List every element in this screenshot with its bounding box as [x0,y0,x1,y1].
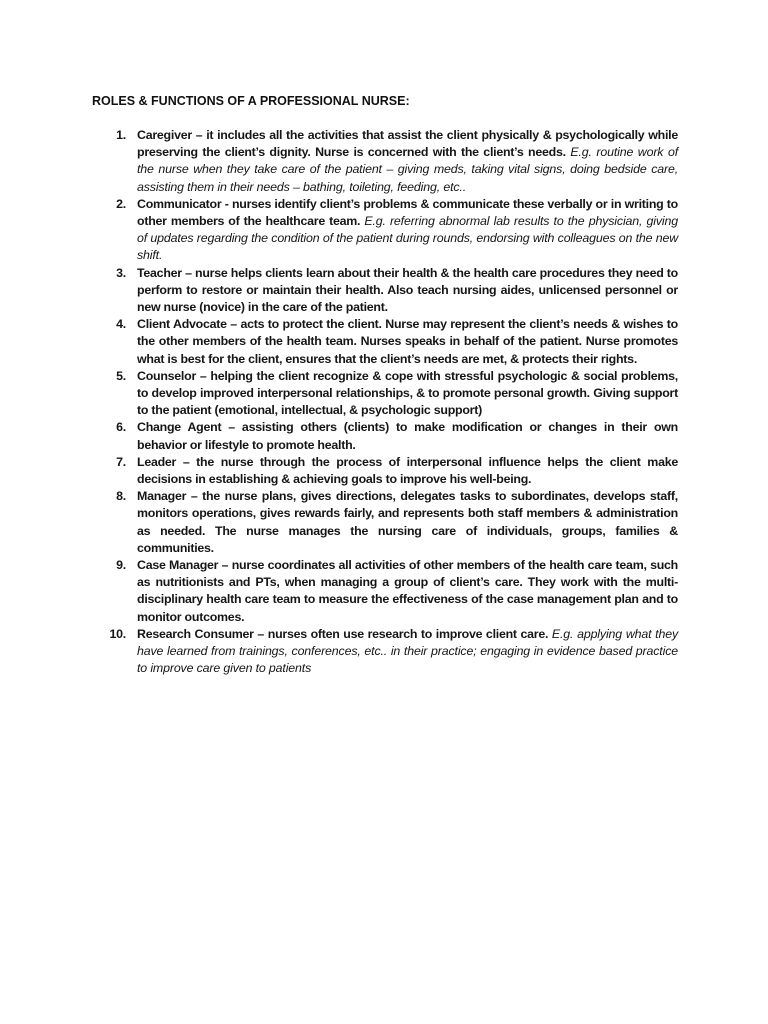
list-item-text: Teacher – nurse helps clients learn about their health & the health care procedures they need to perform to restore or maintain their health. Also teach nursing aides, unlicensed personnel or new nurse (novice) in the care of the patient. [137,265,678,315]
list-item [104,316,678,368]
list-item-number: 10. [109,626,126,641]
list-item-example: E.g. applying what they have learned from trainings, conferences, etc.. in their practice; engaging in evidence based practice to improve care given to patients [137,626,678,676]
roles-list [104,127,678,678]
list-item-number: 5. [116,368,126,383]
list-item [104,626,678,678]
list-item-text: Leader – the nurse through the process of interpersonal influence helps the client make decisions in establishing & achieving goals to improve his well-being. [137,454,678,487]
list-item-number: 1. [116,128,126,142]
list-item [104,196,678,265]
list-item-number: 4. [116,317,126,332]
document-title: ROLES & FUNCTIONS OF A PROFESSIONAL NURSE: [92,94,410,108]
list-item-text: Research Consumer – nurses often use research to improve client care. [137,626,552,641]
list-item [104,265,678,317]
list-item-number: 7. [116,454,126,469]
list-item-text: Change Agent – assisting others (clients) to make modification or changes in their own behavior or lifestyle to promote health. [137,420,678,452]
list-item-text: Case Manager – nurse coordinates all activities of other members of the health care team, such as nutritionists and PTs, when managing a group of client’s care. They work with the multi-disciplinary health care team to measure the effectiveness of the case management plan and to monitor outcomes. [137,558,678,624]
list-item-number: 6. [116,420,126,435]
list-item [104,127,678,196]
list-item [104,368,678,420]
list-item-number: 2. [116,196,126,211]
list-item [104,488,678,557]
list-item-text: Communicator - nurses identify client’s problems & communicate these verbally or in writing to other members of the healthcare team. [137,196,678,229]
list-item [104,419,678,453]
list-item-example: E.g. routine work of the nurse when they take care of the patient – giving meds, taking vital signs, doing bedside care, assisting them in their needs – bathing, toileting, feeding, etc.. [137,145,678,194]
list-item-text: Client Advocate – acts to protect the client. Nurse may represent the client’s needs & wishes to the other members of the health team. Nurses speaks in behalf of the patient. Nurse promotes what is best for the client, ensures that the client’s needs are met, & protects their rights. [137,317,678,366]
list-item-number: 9. [116,558,126,573]
list-item-number: 3. [116,265,126,280]
list-item-example: E.g. referring abnormal lab results to the physician, giving of updates regarding the condition of the patient during rounds, endorsing with colleagues on the new shift. [137,214,678,263]
list-item [104,557,678,626]
list-item [104,454,678,488]
list-item-text: Manager – the nurse plans, gives directions, delegates tasks to subordinates, develops staff, monitors operations, gives rewards fairly, and represents both staff members & administration as needed. The nurse manages the nursing care of individuals, groups, families & communities. [137,489,678,555]
list-item-text: Counselor – helping the client recognize & cope with stressful psychologic & social problems, to develop improved interpersonal relationships, & to promote personal growth. Giving support to the patient (emotional, intellectual, & psychologic support) [137,368,678,418]
list-item-text: Caregiver – it includes all the activities that assist the client physically & psychologically while preserving the client’s dignity. Nurse is concerned with the client’s needs. [137,128,678,160]
list-item-number: 8. [116,489,126,504]
